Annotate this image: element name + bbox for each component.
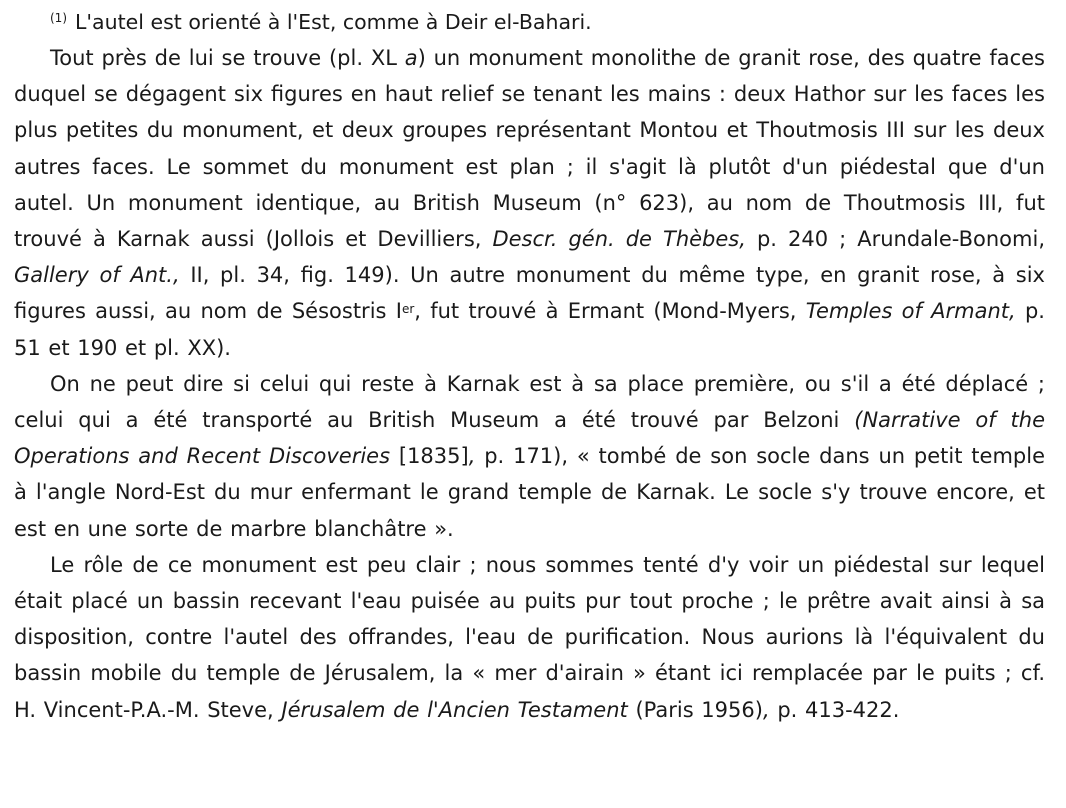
p1-italic: Gallery of Ant.,: [14, 263, 180, 288]
document-page: [14, 0, 1045, 728]
p1-italic: Temples of Armant,: [805, 299, 1016, 324]
p2-text: p. 171), « tombé de son socle dans un petit temple à l'angle Nord-Est du mur enfermant le grand temple de Karnak. Le socle s'y trouve encore, et est en une sorte de marbre blanchâtre ».: [14, 444, 1045, 541]
p3-italic: Jérusalem de l'Ancien Testament: [281, 697, 628, 722]
p1-superscript: er: [401, 302, 415, 317]
p1-text: ) un monument monolithe de granit rose, des quatre faces duquel se dégagent six figures en haut relief se tenant les mains : deux Hathor sur les faces les plus petites du monument, et deux groupes représentant Montou et Thoutmosis III sur les deux autres faces. Le sommet du monument est plan ; il s'agit là plutôt d'un piédestal que d'un autel. Un monument identique, au British Museum (n° 623), au nom de Thoutmosis III, fut trouvé à Karnak aussi (Jollois et Devilliers,: [14, 46, 1045, 252]
p1-text: , fut trouvé à Ermant (Mond-Myers,: [414, 299, 806, 324]
p2-text: On ne peut dire si celui qui reste à Karnak est à sa place première, ou s'il a été déplacé ; celui qui a été transporté au British Museum a été trouvé par Belzoni: [14, 371, 1045, 433]
p1-italic: Descr. gén. de Thèbes,: [492, 227, 746, 252]
p1-text: p. 240 ; Arundale-Bonomi,: [745, 227, 1045, 252]
p2-text: [1835]: [390, 444, 469, 469]
p3-text: Le rôle de ce monument est peu clair ; nous sommes tenté d'y voir un piédestal sur lequel était placé un bassin recevant l'eau puisée au puits pur tout proche ; le prêtre avait ainsi à sa disposition, contre l'autel des offrandes, l'eau de purification. Nous aurions là l'équivalent du bassin mobile du temple de Jérusalem, la « mer d'airain » étant ici remplacée par le puits ; cf. H. Vincent-P.A.-M. Steve,: [14, 552, 1045, 722]
paragraph-3: [14, 547, 1045, 728]
p3-text: (Paris 1956): [627, 697, 763, 722]
footnote: [50, 4, 1045, 40]
p2-italic: (Narrative of the Operations and Recent Discoveries: [14, 408, 1045, 469]
paragraph-2: [14, 366, 1045, 547]
p3-italic: ,: [762, 697, 770, 722]
p1-text: p. 51 et 190 et pl. XX).: [14, 299, 1045, 360]
footnote-marker: (1): [50, 11, 67, 25]
footnote-text: L'autel est orienté à l'Est, comme à Deir el-Bahari.: [75, 10, 592, 34]
p1-text: II, pl. 34, fig. 149). Un autre monument du même type, en granit rose, à six figures aussi, au nom de Sésostris I: [14, 263, 1045, 324]
p1-italic: a: [404, 46, 418, 70]
p1-text: Tout près de lui se trouve (pl. XL: [50, 46, 405, 70]
paragraph-1: [14, 40, 1045, 366]
p3-text: p. 413-422.: [769, 697, 900, 722]
p2-italic: ,: [468, 444, 476, 469]
